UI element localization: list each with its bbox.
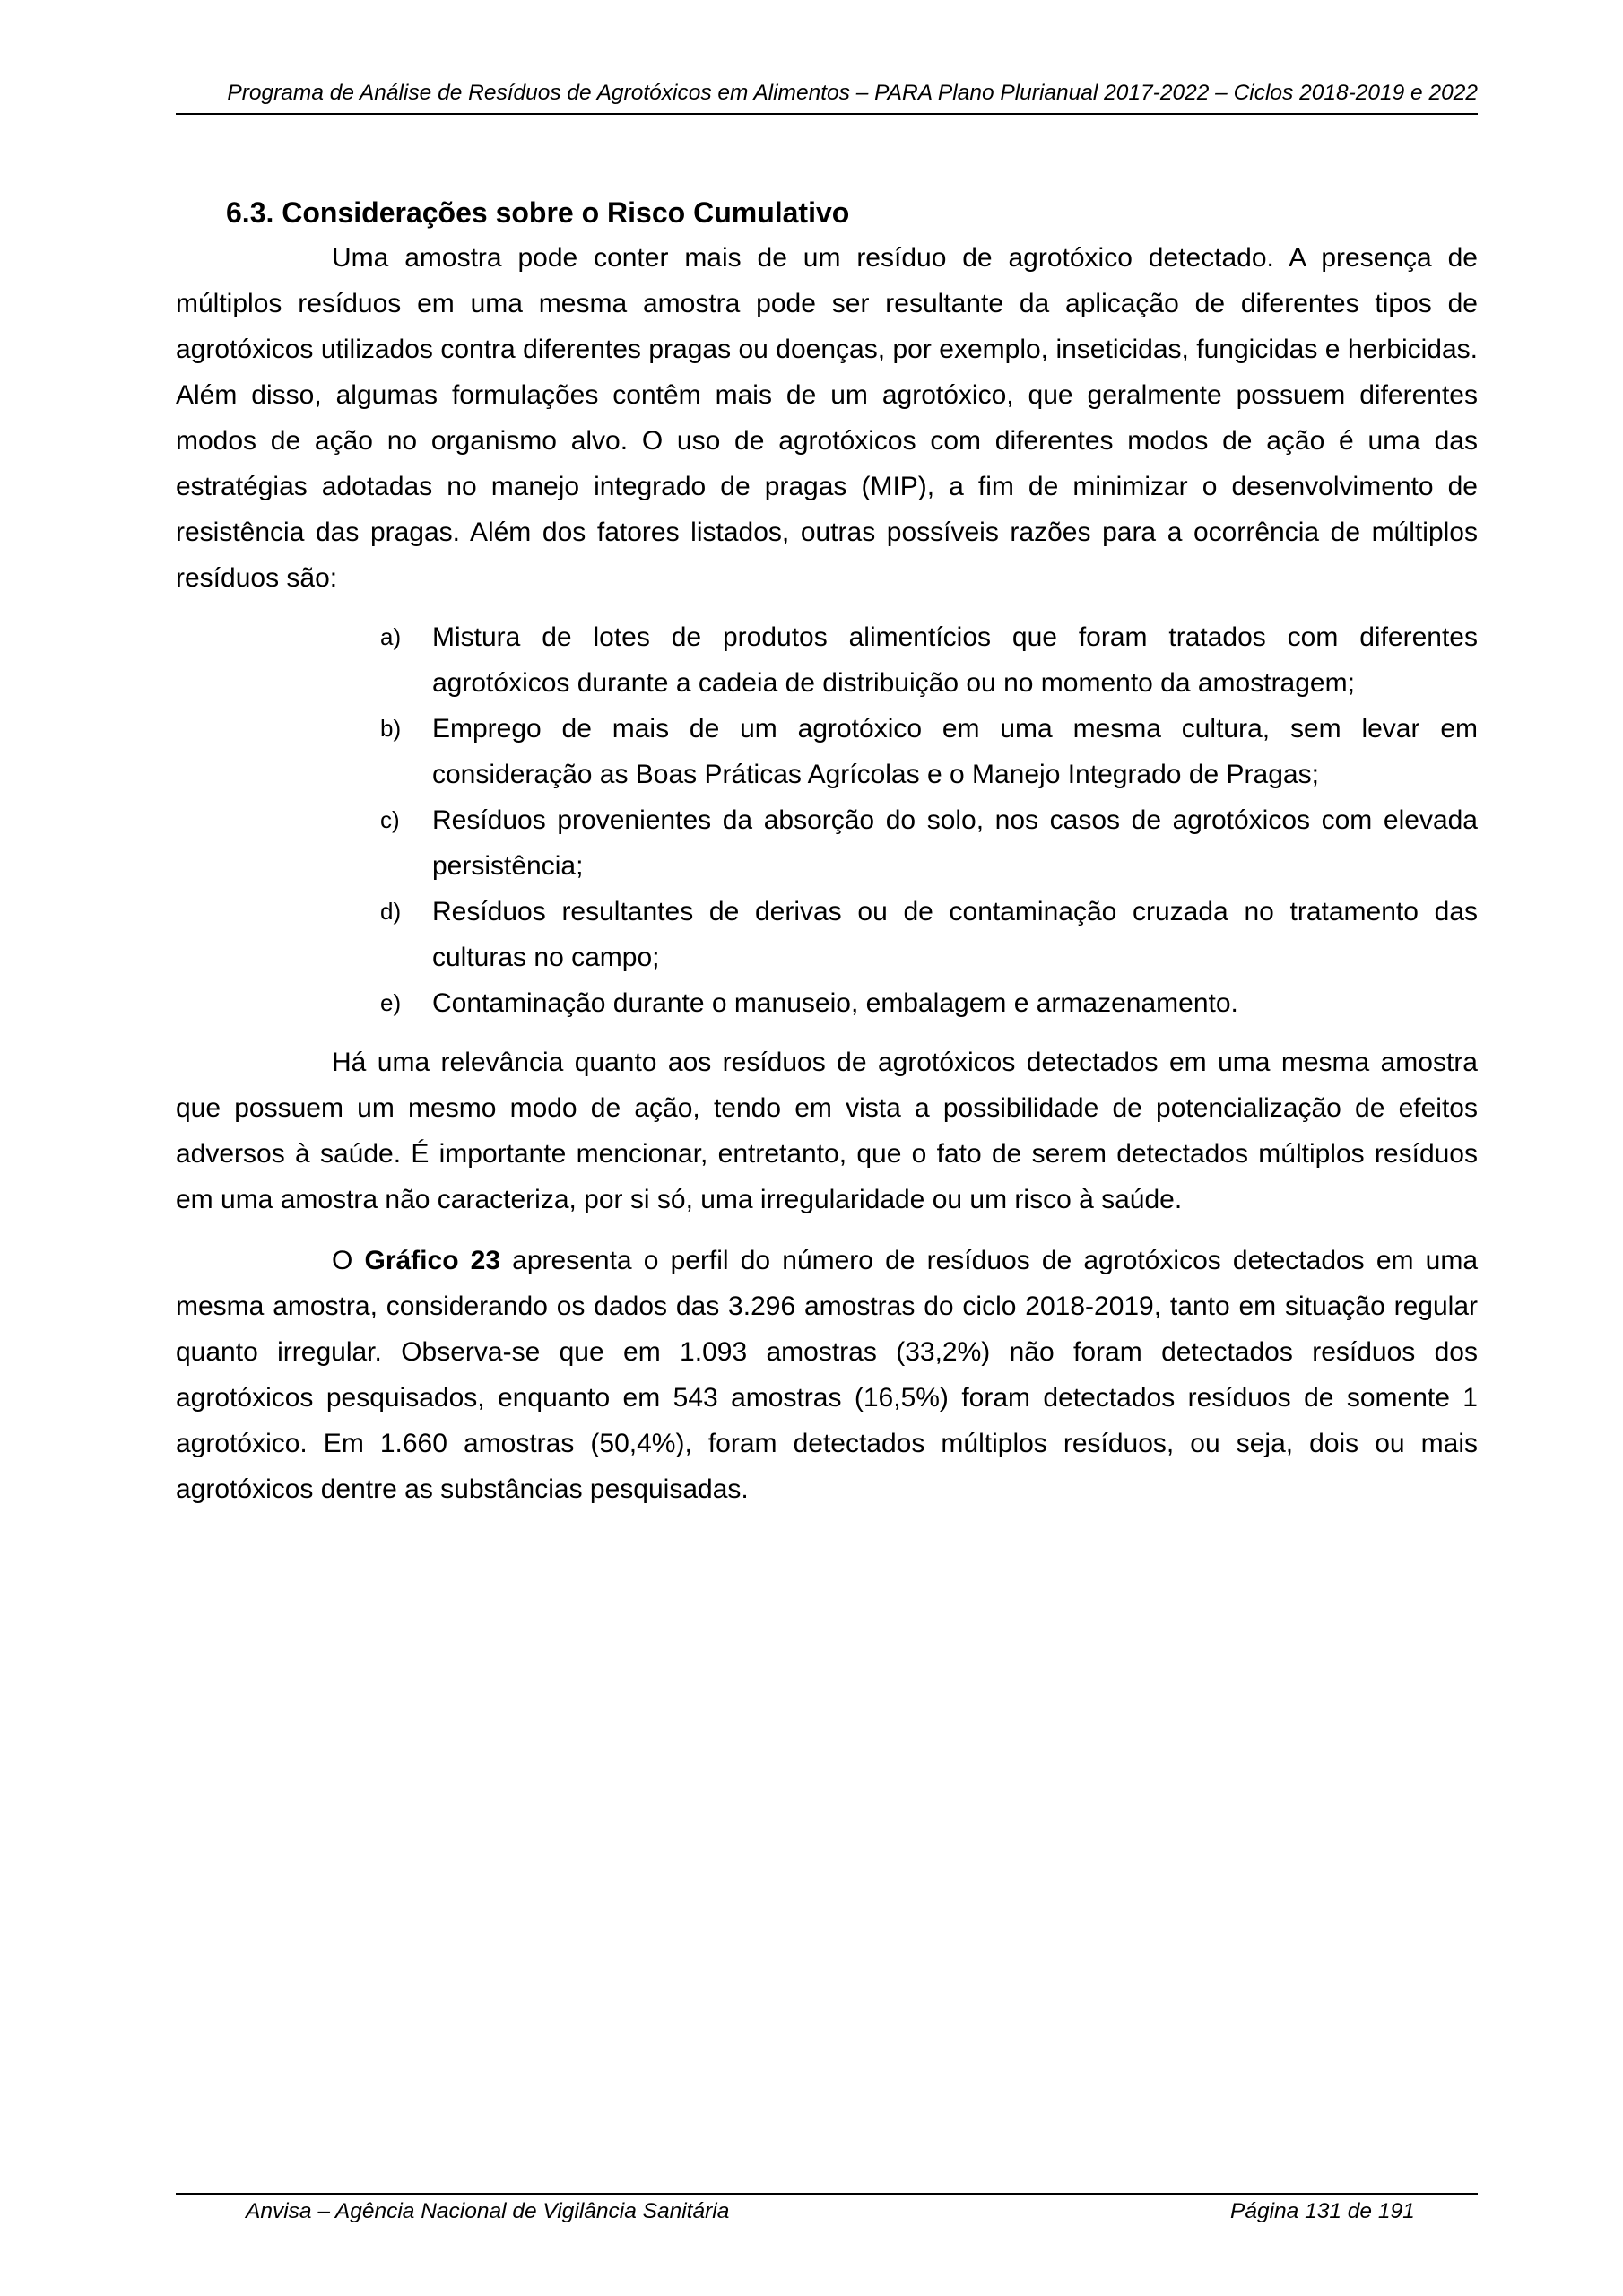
page-content [176, 190, 1478, 1512]
list-item-text: Contaminação durante o manuseio, embalagem e armazenamento. [432, 988, 1238, 1018]
intro-text: Uma amostra pode conter mais de um resíduo de agrotóxico detectado. A presença de múltiplos resíduos em uma mesma amostra pode ser resultante da aplicação de diferentes tipos de agrotóxicos utilizados contra diferentes pragas ou doenças, por exemplo, inseticidas, fungicidas e herbicidas. Além disso, algumas formulações contêm mais de um agrotóxico, que geralmente possuem diferentes modos de ação no organismo alvo. O uso de agrotóxicos com diferentes modos de ação é uma das estratégias adotadas no manejo integrado de pragas (MIP), a fim de minimizar o desenvolvimento de resistência das pragas. Além dos fatores listados, outras possíveis razões para a ocorrência de múltiplos resíduos são: [176, 243, 1478, 593]
relevance-text: Há uma relevância quanto aos resíduos de agrotóxicos detectados em uma mesma amostra que possuem um mesmo modo de ação, tendo em vista a possibilidade de potencialização de efeitos adversos à saúde. É importante mencionar, entretanto, que o fato de serem detectados múltiplos resíduos em uma amostra não caracteriza, por si só, uma irregularidade ou um risco à saúde. [176, 1048, 1478, 1214]
chart-description-paragraph [176, 1238, 1478, 1512]
list-item [176, 706, 1478, 797]
footer-agency: Anvisa – Agência Nacional de Vigilância Sanitária [246, 2199, 730, 2223]
list-item-text: Resíduos resultantes de derivas ou de contaminação cruzada no tratamento das culturas no campo; [432, 897, 1478, 972]
footer-page-number: Página 131 de 191 [1230, 2199, 1415, 2223]
list-item-text: Emprego de mais de um agrotóxico em uma mesma cultura, sem levar em consideração as Boas Práticas Agrícolas e o Manejo Integrado de Pragas; [432, 714, 1478, 789]
chart-para-text: apresenta o perfil do número de resíduos de agrotóxicos detectados em uma mesma amostra, considerando os dados das 3.296 amostras do ciclo 2018-2019, tanto em situação regular quanto irregular. Observa-se que em 1.093 amostras (33,2%) não foram detectados resíduos dos agrotóxicos pesquisados, enquanto em 543 amostras (16,5%) foram detectados resíduos de somente 1 agrotóxico. Em 1.660 amostras (50,4%), foram detectados múltiplos resíduos, ou seja, dois ou mais agrotóxicos dentre as substâncias pesquisadas. [176, 1246, 1479, 1504]
intro-paragraph [176, 235, 1478, 601]
list-item [176, 797, 1478, 889]
list-item-text: Resíduos provenientes da absorção do solo, nos casos de agrotóxicos com elevada persistência; [432, 805, 1478, 881]
list-item [176, 980, 1478, 1026]
list-item [176, 889, 1478, 980]
section-title: 6.3. Considerações sobre o Risco Cumulativo [226, 196, 850, 229]
list-item-text: Mistura de lotes de produtos alimentícios que foram tratados com diferentes agrotóxicos durante a cadeia de distribuição ou no momento da amostragem; [432, 622, 1478, 698]
header-rule [176, 113, 1478, 115]
relevance-paragraph [176, 1039, 1478, 1222]
list-marker: b) [380, 715, 402, 742]
list-marker: a) [380, 623, 402, 650]
reasons-list [176, 614, 1478, 1026]
list-marker: c) [380, 806, 400, 833]
list-marker: d) [380, 898, 402, 925]
chart-reference: Gráfico 23 [364, 1246, 501, 1275]
list-marker: e) [380, 989, 402, 1016]
list-item [176, 614, 1478, 706]
chart-para-prefix: O [332, 1246, 365, 1275]
running-header: Programa de Análise de Resíduos de Agrotóxicos em Alimentos – PARA Plano Plurianual 2017-2022 – Ciclos 2018-2019 e 2022 [227, 81, 1478, 105]
